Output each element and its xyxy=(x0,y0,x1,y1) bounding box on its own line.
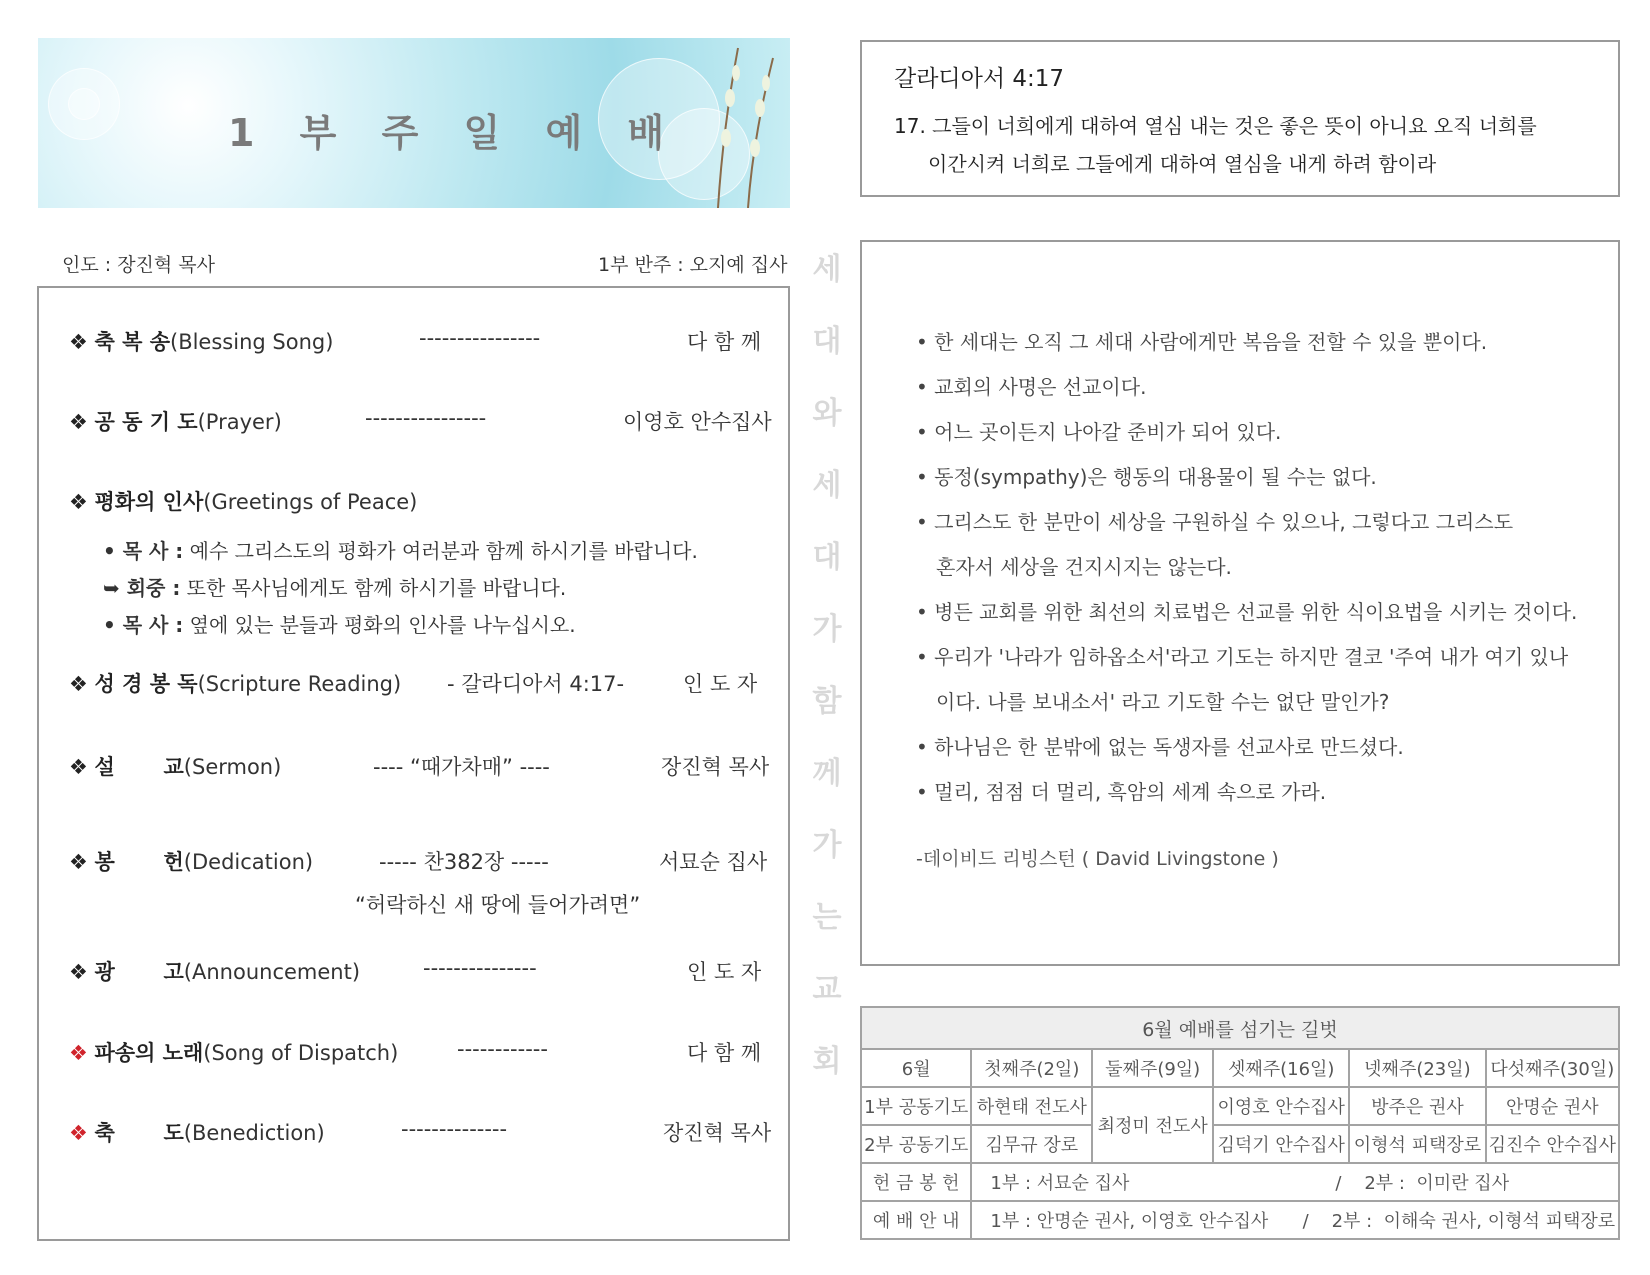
item-person: 다 함 께 xyxy=(687,1041,762,1065)
item-name-2: 도 xyxy=(163,1121,184,1145)
item-english: (Greetings of Peace) xyxy=(203,490,418,514)
item-name-2: 고 xyxy=(163,960,184,984)
table-cell: 1부 : 서묘순 집사 / 2부 : 이미란 집사 xyxy=(971,1163,1619,1201)
hymn-title: “허락하신 새 땅에 들어가려면” xyxy=(355,893,641,917)
dispatch-row xyxy=(69,1037,398,1067)
order-of-worship xyxy=(37,286,790,1241)
item-name: 봉 xyxy=(94,850,115,874)
item-person: 인 도 자 xyxy=(683,672,758,696)
row-label: 예 배 안 내 xyxy=(861,1201,971,1239)
diamond-bullet-icon: ❖ xyxy=(69,1041,88,1065)
verse-text-line: 17. 그들이 너희에게 대하여 열심 내는 것은 좋은 뜻이 아니요 오직 너희를 xyxy=(894,114,1537,138)
decorative-bubble xyxy=(68,88,100,120)
table-row xyxy=(861,1163,1619,1201)
item-person: 서묘순 집사 xyxy=(659,850,768,874)
dashes: ---------------- xyxy=(365,406,487,430)
scripture-reference: - 갈라디아서 4:17- xyxy=(447,672,625,696)
willow-branch-icon xyxy=(678,38,790,208)
item-person: 다 함 께 xyxy=(687,330,762,354)
table-row xyxy=(861,1125,1619,1163)
motto-char: 대 xyxy=(812,540,842,575)
item-name: 평화의 인사 xyxy=(94,490,204,514)
diamond-bullet-icon: ❖ xyxy=(69,960,88,984)
quote-box xyxy=(860,240,1620,966)
item-name: 설 xyxy=(94,755,115,779)
table-cell: 이형석 피택장로 xyxy=(1349,1125,1485,1163)
service-title: 1 부 주 일 예 배 xyxy=(228,111,681,155)
item-name-2: 헌 xyxy=(163,850,184,874)
item-english: (Sermon) xyxy=(183,755,282,779)
quote-line: • 한 세대는 오직 그 세대 사람에게만 복음을 전할 수 있을 뿐이다. xyxy=(916,330,1488,354)
sermon-title: ---- “때가차매” ---- xyxy=(373,755,550,779)
item-person: 인 도 자 xyxy=(687,960,762,984)
item-english: (Announcement) xyxy=(183,960,361,984)
quote-line: • 어느 곳이든지 나아갈 준비가 되어 있다. xyxy=(916,420,1282,444)
item-name-2: 교 xyxy=(163,755,184,779)
diamond-bullet-icon: ❖ xyxy=(69,672,88,696)
row-label: 헌 금 봉 헌 xyxy=(861,1163,971,1201)
prayer-row xyxy=(69,406,282,436)
vertical-motto xyxy=(812,244,842,1108)
bible-verse-box xyxy=(860,40,1620,197)
motto-char: 대 xyxy=(812,324,842,359)
motto-char: 세 xyxy=(812,252,842,287)
motto-char: 와 xyxy=(812,396,842,431)
column-header: 넷째주(23일) xyxy=(1349,1049,1485,1087)
verse-text-line: 이간시켜 너희로 그들에게 대하여 열심을 내게 하려 함이라 xyxy=(928,152,1437,176)
table-cell: 하현태 전도사 xyxy=(971,1087,1092,1125)
motto-char: 는 xyxy=(812,900,842,935)
quote-line: • 멀리, 점점 더 멀리, 흑암의 세계 속으로 가라. xyxy=(916,780,1327,804)
motto-char: 세 xyxy=(812,468,842,503)
motto-char: 께 xyxy=(812,756,842,791)
motto-char: 가 xyxy=(812,612,842,647)
diamond-bullet-icon: ❖ xyxy=(69,850,88,874)
announcement-row xyxy=(69,956,360,986)
item-english: (Benediction) xyxy=(183,1121,325,1145)
sermon-row xyxy=(69,751,281,781)
item-person: 장진혁 목사 xyxy=(663,1121,772,1145)
table-cell: 김무규 장로 xyxy=(971,1125,1092,1163)
dashes: ------------ xyxy=(457,1037,548,1061)
schedule-table xyxy=(860,1006,1620,1240)
quote-line: • 교회의 사명은 선교이다. xyxy=(916,375,1147,399)
table-cell: 최정미 전도사 xyxy=(1092,1087,1213,1163)
dashes: --------------- xyxy=(423,956,537,980)
column-header: 다섯째주(30일) xyxy=(1486,1049,1619,1087)
quote-line: • 그리스도 한 분만이 세상을 구원하실 수 있으나, 그렇다고 그리스도 xyxy=(916,510,1514,534)
quote-line: • 병든 교회를 위한 최선의 치료법은 선교를 위한 식이요법을 시키는 것이다. xyxy=(916,600,1578,624)
table-cell: 1부 : 안명순 권사, 이영호 안수집사 / 2부 : 이해숙 권사, 이형석 피택장로 xyxy=(971,1201,1619,1239)
table-row xyxy=(861,1087,1619,1125)
diamond-bullet-icon: ❖ xyxy=(69,410,88,434)
worship-leader: 인도 : 장진혁 목사 xyxy=(62,254,215,276)
diamond-bullet-icon: ❖ xyxy=(69,1121,88,1145)
motto-char: 가 xyxy=(812,828,842,863)
item-person: 장진혁 목사 xyxy=(661,755,770,779)
benediction-row xyxy=(69,1117,325,1147)
blessing-song-row xyxy=(69,326,333,356)
peace-line: • 목 사 : 옆에 있는 분들과 평화의 인사를 나누십시오. xyxy=(103,613,576,637)
table-title: 6월 예배를 섬기는 길벗 xyxy=(861,1007,1619,1049)
table-row xyxy=(861,1007,1619,1049)
accompanist: 1부 반주 : 오지예 집사 xyxy=(598,254,788,276)
scripture-row xyxy=(69,668,401,698)
motto-char: 회 xyxy=(812,1044,842,1079)
diamond-bullet-icon: ❖ xyxy=(69,755,88,779)
item-english: (Song of Dispatch) xyxy=(203,1041,399,1065)
diamond-bullet-icon: ❖ xyxy=(69,330,88,354)
quote-line: 혼자서 세상을 건지시지는 않는다. xyxy=(936,555,1232,579)
item-name: 공 동 기 도 xyxy=(94,410,198,434)
quote-line: • 하나님은 한 분밖에 없는 독생자를 선교사로 만드셨다. xyxy=(916,735,1404,759)
quote-author: -데이비드 리빙스턴 ( David Livingstone ) xyxy=(916,848,1279,870)
item-name: 축 xyxy=(94,1121,115,1145)
hymn-number: ----- 찬382장 ----- xyxy=(379,850,549,874)
quote-line: • 우리가 '나라가 임하옵소서'라고 기도는 하지만 결코 '주여 내가 여기 있나 xyxy=(916,645,1569,669)
column-header: 6월 xyxy=(861,1049,971,1087)
dashes: ---------------- xyxy=(419,326,541,350)
item-english: (Scripture Reading) xyxy=(197,672,402,696)
dedication-row xyxy=(69,846,313,876)
item-english: (Dedication) xyxy=(183,850,314,874)
column-header: 셋째주(16일) xyxy=(1213,1049,1349,1087)
column-header: 첫째주(2일) xyxy=(971,1049,1092,1087)
verse-reference: 갈라디아서 4:17 xyxy=(894,66,1065,92)
peace-line: • 목 사 : 예수 그리스도의 평화가 여러분과 함께 하시기를 바랍니다. xyxy=(103,539,698,563)
item-name: 광 xyxy=(94,960,115,984)
row-label: 1부 공동기도 xyxy=(861,1087,971,1125)
item-english: (Blessing Song) xyxy=(170,330,334,354)
quote-line: 이다. 나를 보내소서' 라고 기도할 수는 없단 말인가? xyxy=(936,690,1390,714)
quote-line: • 동정(sympathy)은 행동의 대용물이 될 수는 없다. xyxy=(916,465,1377,489)
table-cell: 안명순 권사 xyxy=(1486,1087,1619,1125)
item-name: 축 복 송 xyxy=(94,330,170,354)
header-banner xyxy=(38,38,790,208)
table-cell: 방주은 권사 xyxy=(1349,1087,1485,1125)
table-row xyxy=(861,1201,1619,1239)
item-name: 성 경 봉 독 xyxy=(94,672,198,696)
dashes: -------------- xyxy=(401,1117,508,1141)
item-person: 이영호 안수집사 xyxy=(623,410,772,434)
motto-char: 함 xyxy=(812,684,842,719)
table-row xyxy=(861,1049,1619,1087)
column-header: 둘째주(9일) xyxy=(1092,1049,1213,1087)
row-label: 2부 공동기도 xyxy=(861,1125,971,1163)
item-english: (Prayer) xyxy=(197,410,282,434)
item-name: 파송의 노래 xyxy=(94,1041,204,1065)
diamond-bullet-icon: ❖ xyxy=(69,490,88,514)
peace-row xyxy=(69,486,417,516)
table-cell: 이영호 안수집사 xyxy=(1213,1087,1349,1125)
table-cell: 김덕기 안수집사 xyxy=(1213,1125,1349,1163)
motto-char: 교 xyxy=(812,972,842,1007)
table-cell: 김진수 안수집사 xyxy=(1486,1125,1619,1163)
peace-line: ➥ 회중 : 또한 목사님에게도 함께 하시기를 바랍니다. xyxy=(103,576,567,600)
